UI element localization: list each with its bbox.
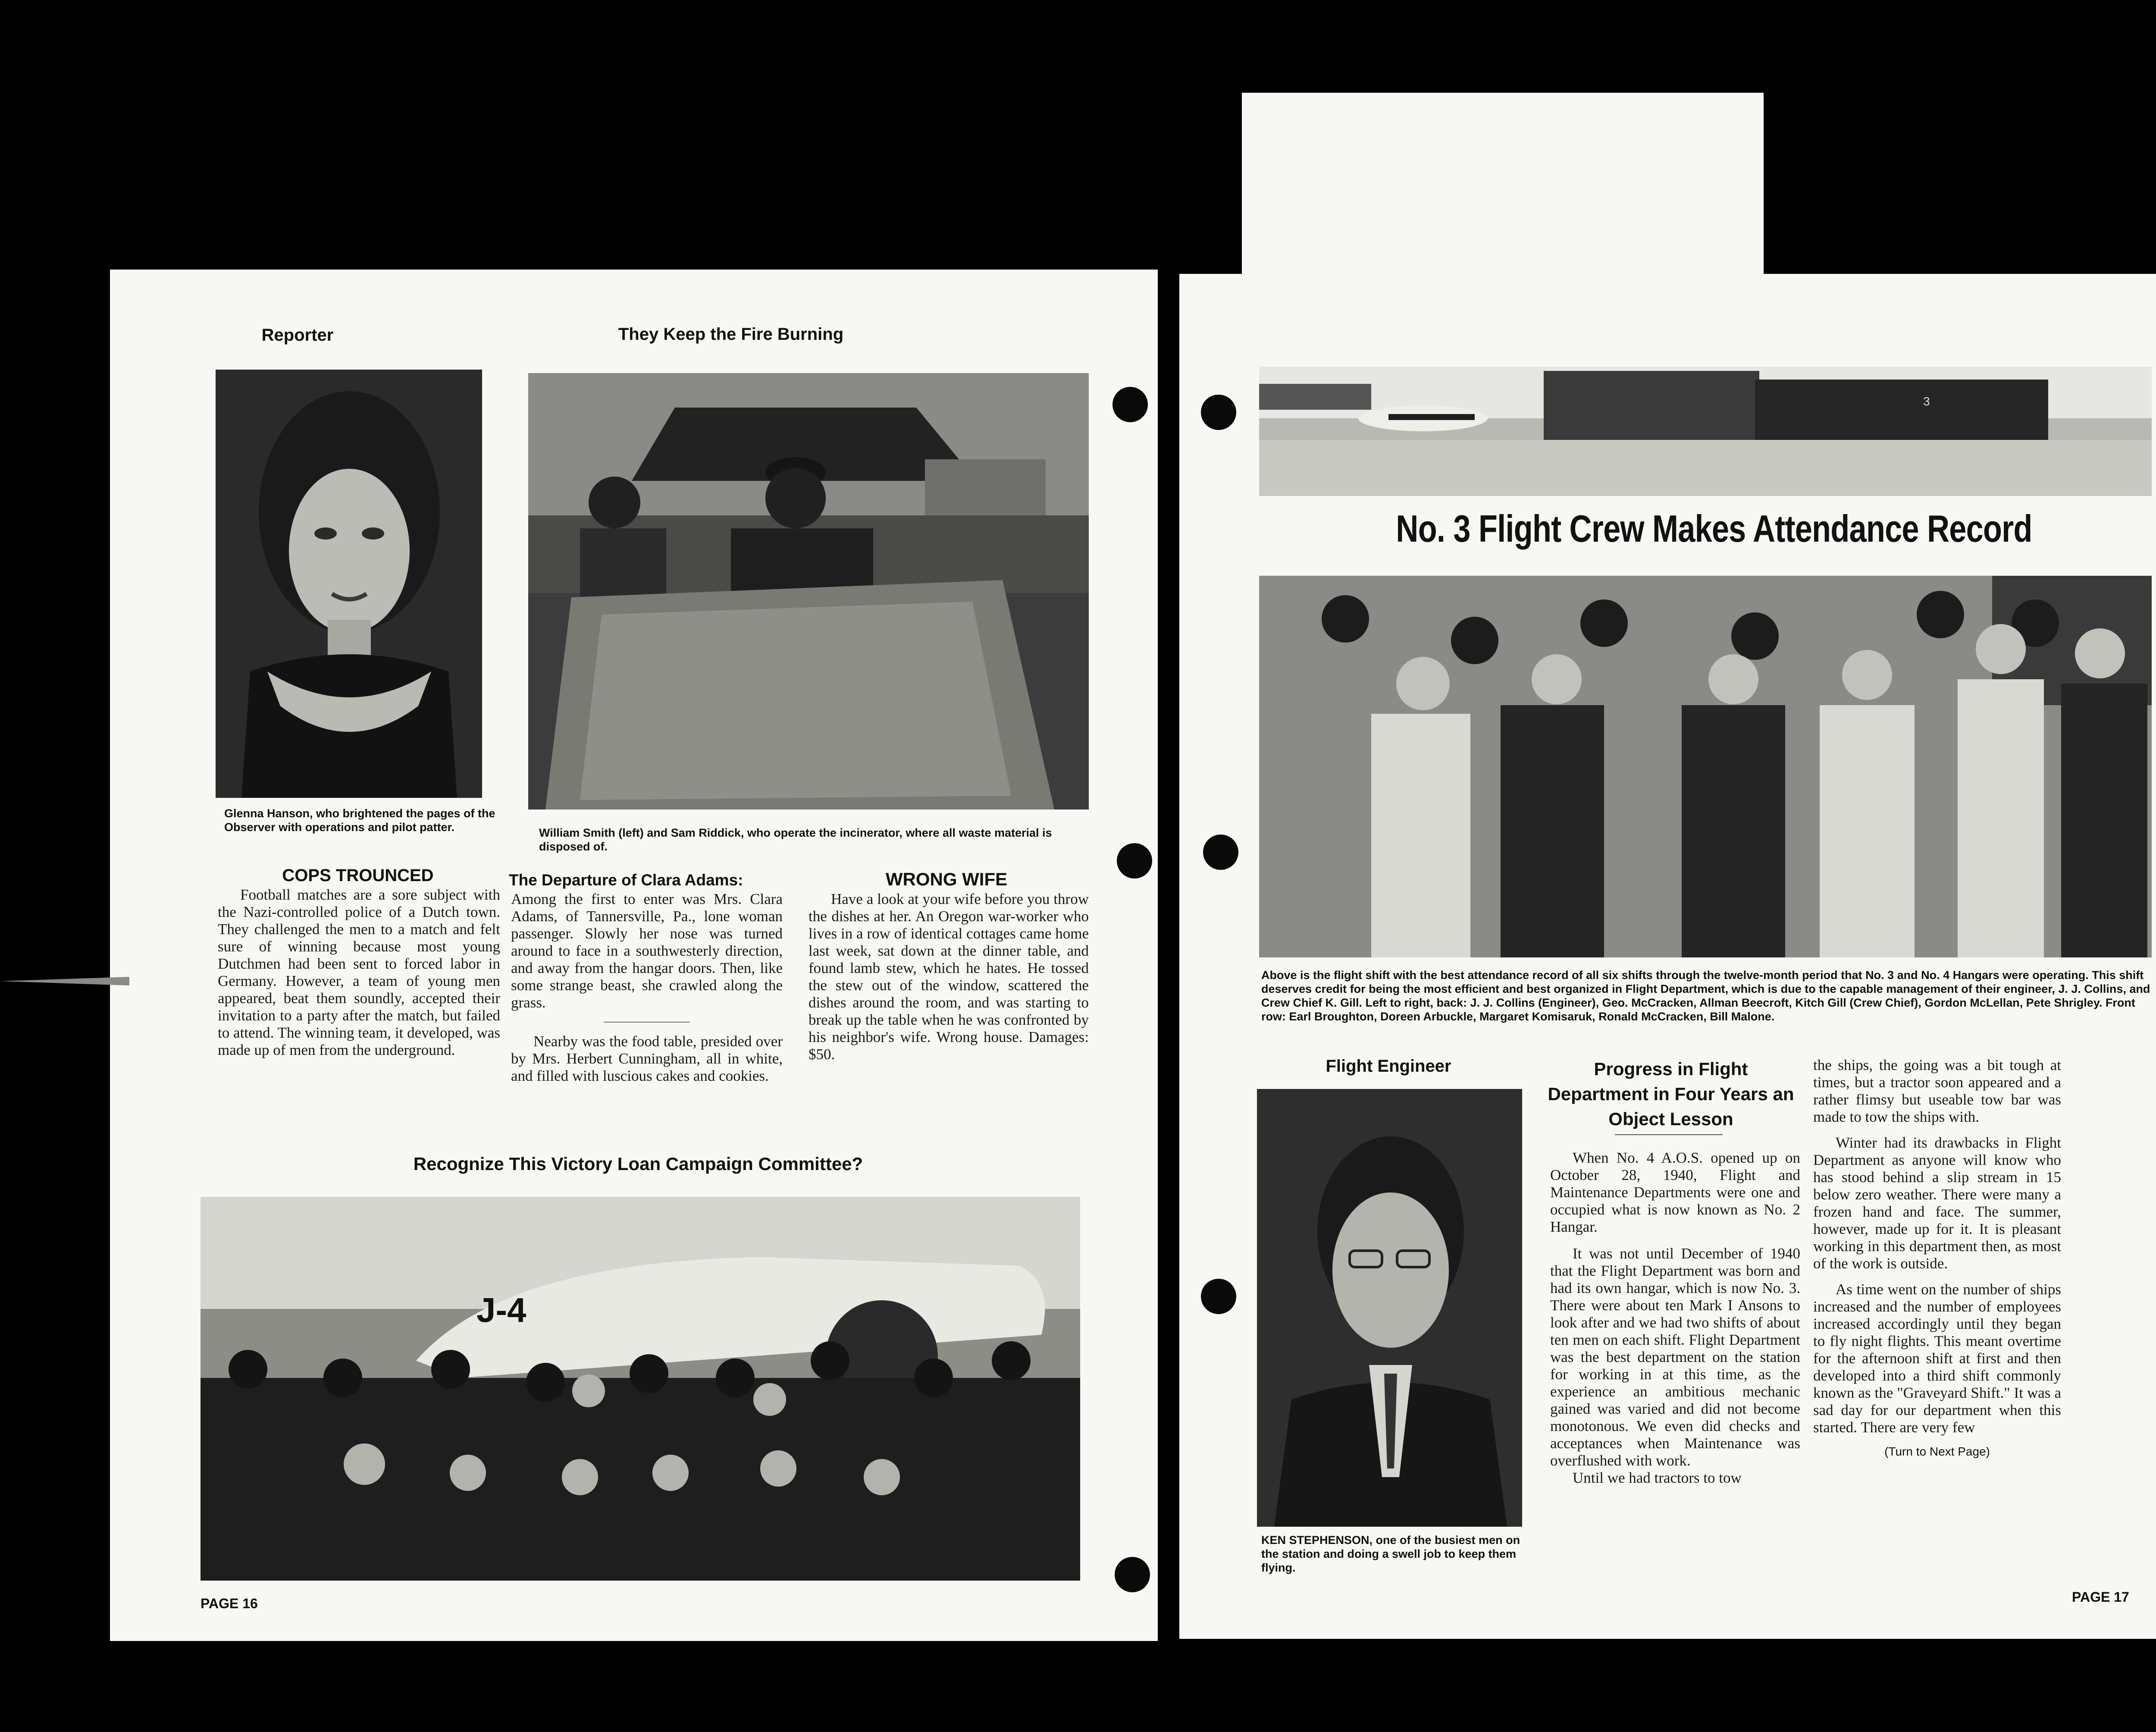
article-title: No. 3 Flight Crew Makes Attendance Record (1396, 507, 2032, 550)
fire-caption: William Smith (left) and Sam Riddick, who operate the incinerator, where all waste material is disposed of. (539, 826, 1052, 853)
page-16-folio: PAGE 16 (201, 1596, 258, 1611)
wrong-wife-article (808, 891, 1089, 1063)
clara-article (511, 891, 783, 1085)
reporter-caption: Glenna Hanson, who brightened the pages of the Observer with operations and pilot patter. (224, 807, 495, 834)
cops-article (218, 886, 500, 1059)
page-17-folio: PAGE 17 (2072, 1589, 2129, 1605)
binder-hole (1115, 1557, 1150, 1592)
col3-para-3: As time went on the number of ships increased and the number of employees increased accordingly until they began to fly night flights. This meant overtime for the afternoon shift at first and then developed into a third shift commonly known as the "Graveyard Shift." It was a sad day for our department when this started. There are very few (1813, 1281, 2061, 1436)
page-17 (1179, 274, 2156, 1639)
victory-heading: Recognize This Victory Loan Campaign Committee? (413, 1154, 863, 1174)
clara-para-2: Nearby was the food table, presided over by Mrs. Herbert Cunningham, all in white, and filled with luscious cakes and cookies. (511, 1033, 783, 1084)
page-16 (110, 270, 1158, 1641)
engineer-portrait-photo (1257, 1089, 1522, 1527)
binder-hole (1203, 835, 1238, 870)
fire-heading: They Keep the Fire Burning (618, 325, 844, 344)
progress-article (1550, 1149, 1800, 1487)
col3-para-1: the ships, the going was a bit tough at times, but a tractor soon appeared and a rather flimsy but useable tow bar was made to tow the ships with. (1813, 1057, 2061, 1125)
engineer-caption: KEN STEPHENSON, one of the busiest men on the station and doing a swell job to keep them flying. (1261, 1534, 1520, 1574)
victory-committee-photo (201, 1197, 1080, 1581)
reporter-portrait-photo (216, 370, 482, 798)
crew-photo (1259, 576, 2152, 957)
binder-hole (1112, 387, 1148, 422)
progress-continued (1813, 1057, 2061, 1459)
progress-divider (1615, 1134, 1723, 1135)
wrong-wife-body: Have a look at your wife before you throw the dishes at her. An Oregon war-worker who lives in a row of identical cottages came home last week, sat down at the dinner table, and found lamb stew, which he hates. He tossed the stew out of the window, scattered the dishes around the room, and was starting to break up the table when he was confronted by his neighbor's wife. Wrong house. Damages: $50. (808, 891, 1089, 1063)
col3-para-2: Winter had its drawbacks in Flight Department as anyone will know who has stood behind a slip stream in 15 below zero weather. There were many a frozen hand and face. The summer, however, made up for it. It is pleasant working in this department then, as most of the work is outside. (1813, 1134, 2061, 1272)
cops-heading: COPS TROUNCED (282, 866, 434, 885)
wrong-wife-heading: WRONG WIFE (885, 869, 1008, 889)
paper-tab (1242, 93, 1764, 274)
incinerator-photo (528, 373, 1089, 810)
binder-clip-left (0, 964, 129, 998)
progress-para-1: When No. 4 A.O.S. opened up on October 28, 1940, Flight and Maintenance Departments were one and occupied what is now known as No. 2 Hangar. (1550, 1149, 1800, 1235)
clara-para-1: Among the first to enter was Mrs. Clara Adams, of Tannersville, Pa., lone woman passenger. Slowly her nose was turned around to face in a southwesterly direction, and away from the hangar doors. Then, like some strange beast, she crawled along the grass. (511, 891, 783, 1011)
hangar-marking: 3 (1923, 395, 1930, 408)
turn-page-note: (Turn to Next Page) (1884, 1445, 1990, 1458)
plane-marking: J-4 (476, 1291, 526, 1329)
clara-heading: The Departure of Clara Adams: (509, 871, 743, 889)
binder-hole (1201, 395, 1236, 430)
engineer-heading: Flight Engineer (1326, 1057, 1451, 1076)
hangar-photo (1259, 367, 2152, 496)
progress-para-3: Until we had tractors to tow (1573, 1469, 1742, 1486)
crew-caption: Above is the flight shift with the best attendance record of all six shifts through the twelve-month period that No. 3 and No. 4 Hangars were operating. This shift deserves credit for being the most efficient and best organized in Flight Department, which is due to the capable management of their engineer, J. J. Collins, and Crew Chief K. Gill. Left to right, back: J. J. Collins (Engineer), Geo. McCracken, Allman Beecroft, Kitch Gill (Crew Chief), Gordon McLellan, Pete Shrigley. Front row: Earl Broughton, Doreen Arbuckle, Margaret Komisaruk, Ronald McCracken, Bill Malone. (1261, 969, 2150, 1023)
progress-para-2: It was not until December of 1940 that the Flight Department was born and had its own hangar, which is now No. 3. There were about ten Mark I Ansons to look after and we had two shifts of about ten men on each shift. Flight Department was the best department on the station for working in at this time, as the experience an ambitious mechanic gained was varied and did not become monotonous. We even did checks and acceptances when Maintenance was overflushed with work. (1550, 1245, 1800, 1469)
binder-hole (1117, 843, 1152, 879)
binder-hole (1201, 1279, 1236, 1314)
reporter-heading: Reporter (261, 326, 334, 345)
clara-divider (604, 1022, 690, 1023)
cops-body: Football matches are a sore subject with the Nazi-controlled police of a Dutch town. They challenged the men to a match and felt sure of winning because most young Dutchmen had been sent to forced labor in Germany. However, a team of young men appeared, beat them soundly, accepted their invitation to a party after the match, but failed to attend. The winning team, it developed, was made up of men from the underground. (218, 886, 500, 1058)
progress-heading: Progress in Flight Department in Four Years an Object Lesson (1548, 1059, 1794, 1129)
